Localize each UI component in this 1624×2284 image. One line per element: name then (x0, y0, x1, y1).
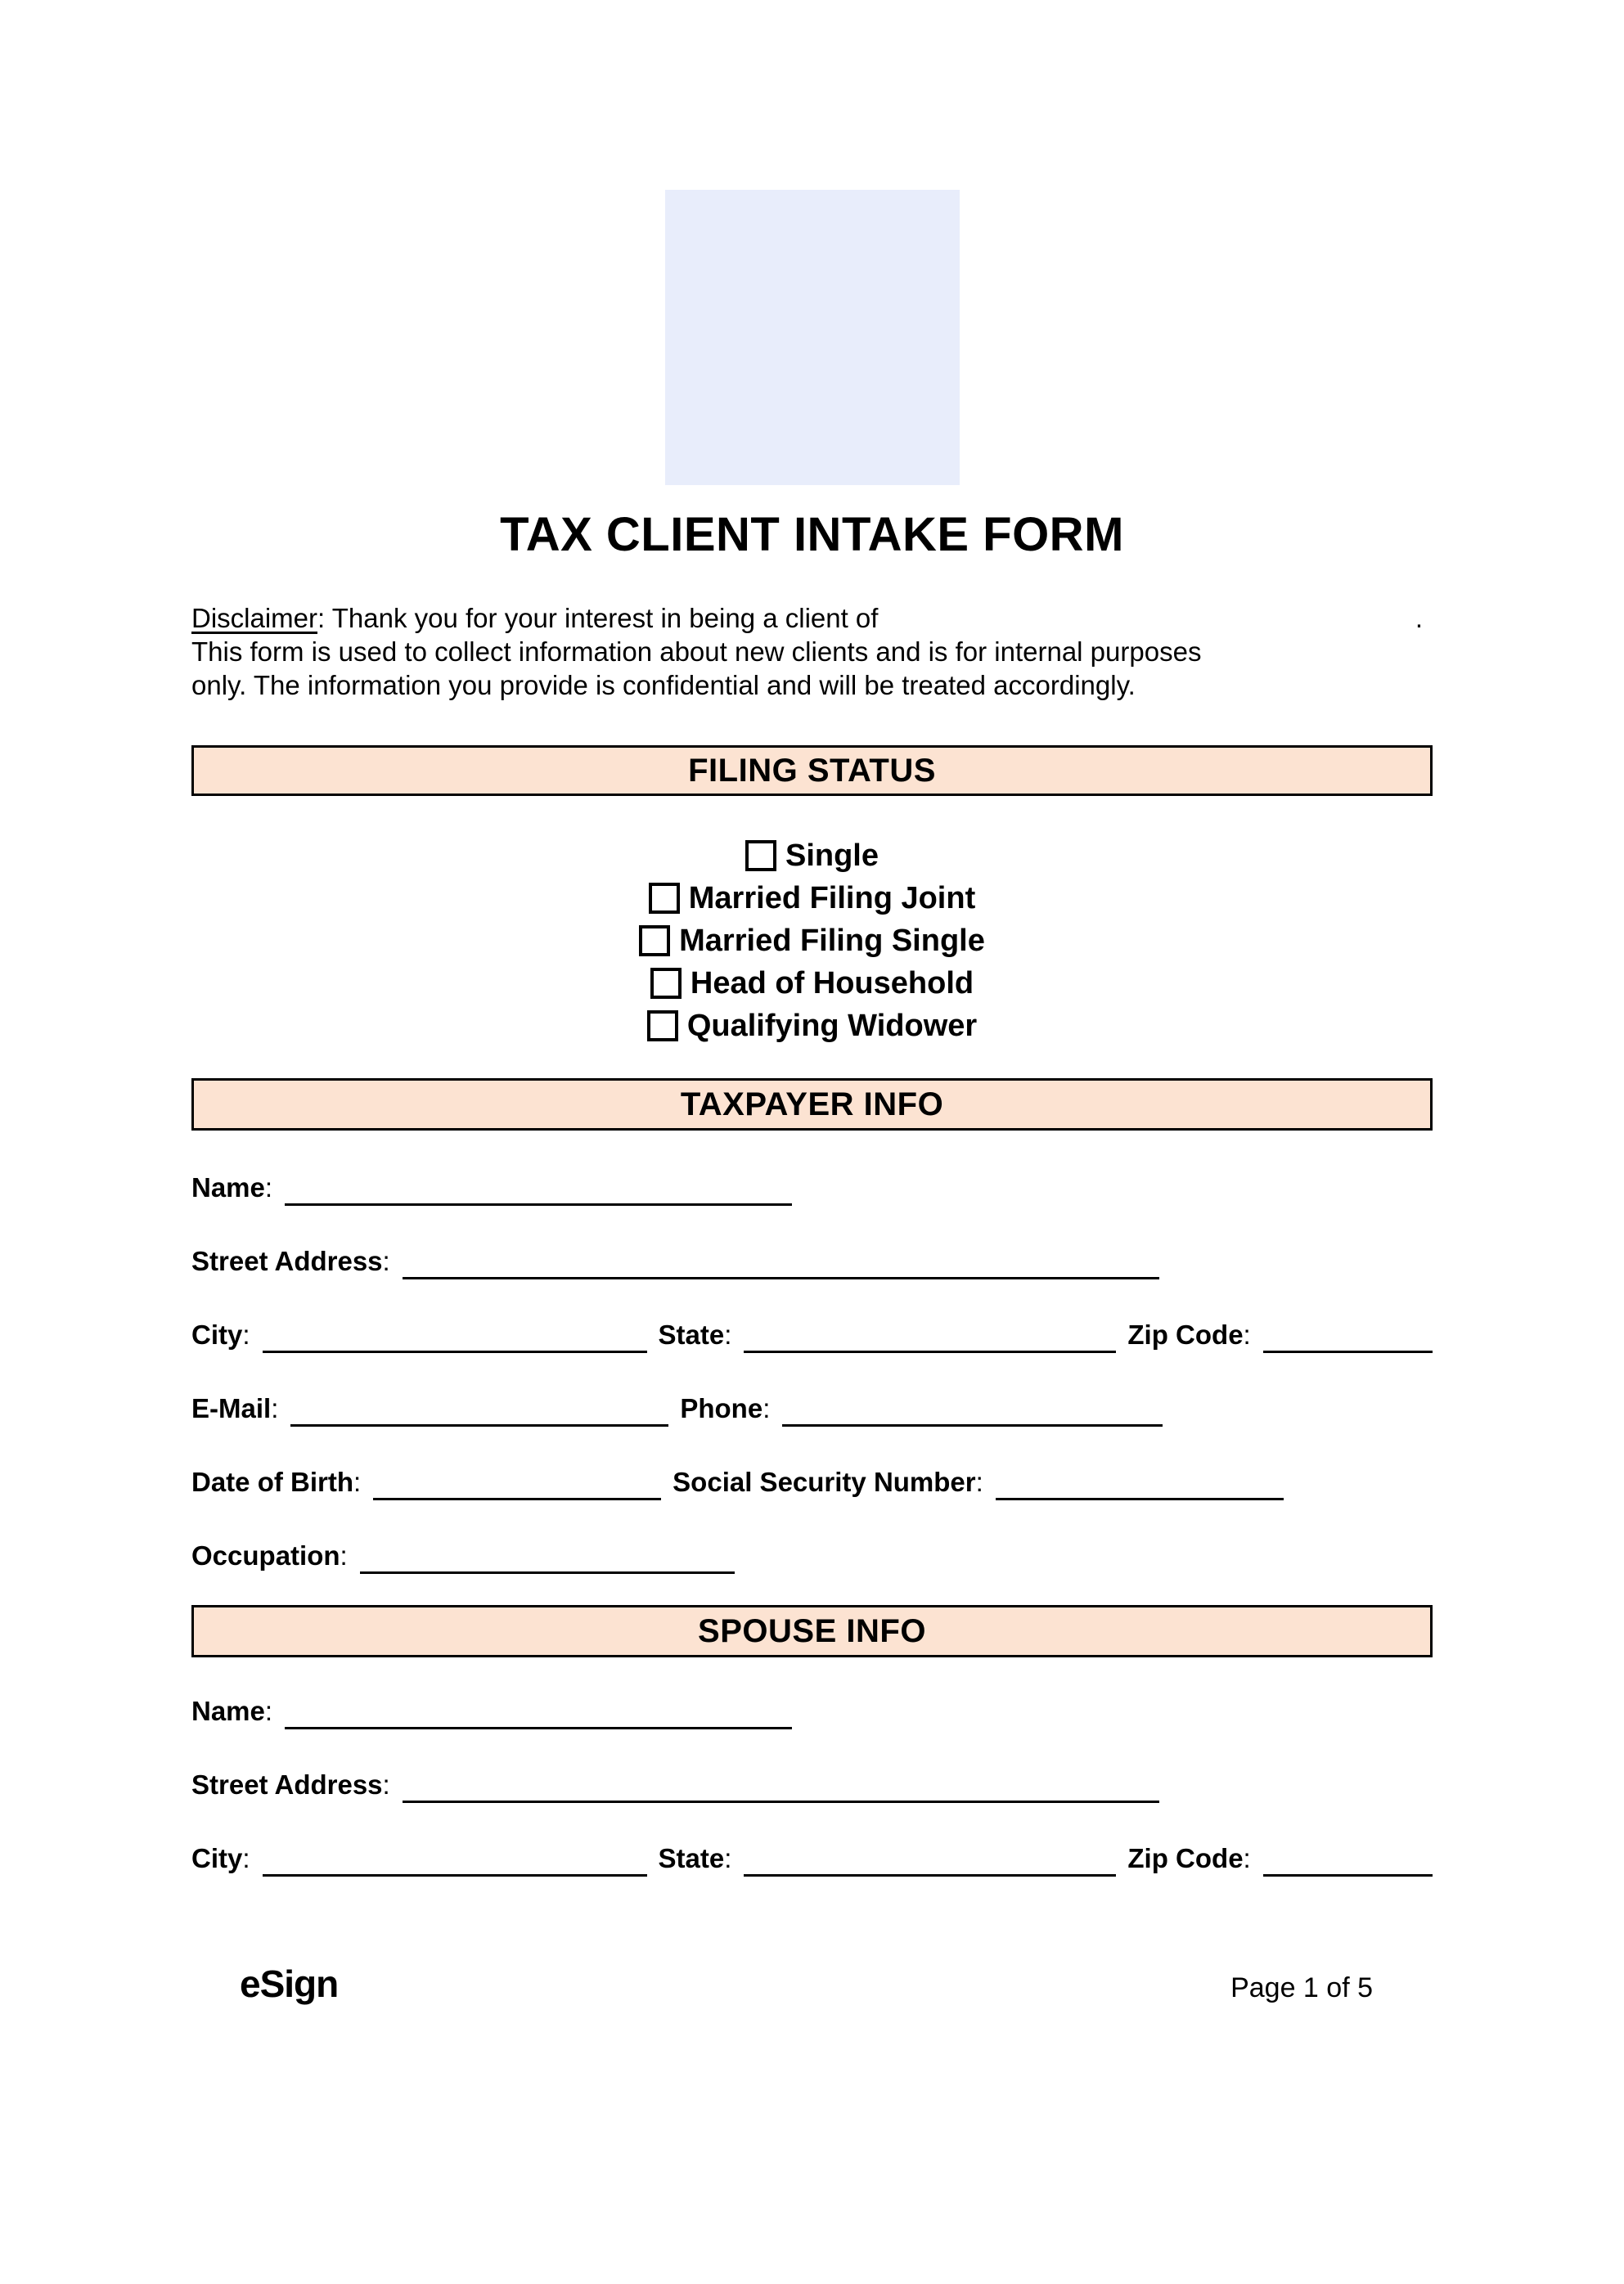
taxpayer-occupation-label: Occupation : (191, 1538, 348, 1574)
spouse-zip-input-line[interactable] (1263, 1844, 1433, 1877)
filing-status-option-married-filing-single (191, 924, 1433, 957)
filing-status-options (191, 839, 1433, 1042)
taxpayer-dob-ssn-row (191, 1461, 1433, 1500)
taxpayer-street-label: Street Address : (191, 1243, 390, 1279)
spouse-name-input-line[interactable] (285, 1697, 792, 1729)
spouse-street-label: Street Address : (191, 1767, 390, 1803)
filing-status-option-qualifying-widower (191, 1009, 1433, 1042)
filing-status-option-single (191, 839, 1433, 872)
taxpayer-street-input-line[interactable] (403, 1247, 1159, 1279)
taxpayer-zip-input-line[interactable] (1263, 1320, 1433, 1353)
spouse-street-row (191, 1764, 1433, 1803)
spouse-name-label: Name : (191, 1693, 272, 1729)
taxpayer-occupation-row (191, 1535, 1433, 1574)
document-body (191, 190, 1433, 2006)
logo-placeholder (665, 190, 960, 485)
spouse-street-input-line[interactable] (403, 1770, 1159, 1803)
taxpayer-fields (191, 1167, 1433, 1574)
disclaimer-label: Disclaimer (191, 603, 318, 633)
page-footer (191, 1962, 1433, 2006)
section-header-spouse-info: SPOUSE INFO (191, 1605, 1433, 1657)
disclaimer (191, 601, 1433, 702)
disclaimer-trailing-period: . (1415, 603, 1423, 633)
taxpayer-email-phone-row (191, 1387, 1433, 1427)
taxpayer-phone-label: Phone : (680, 1391, 770, 1427)
filing-status-option-head-of-household (191, 967, 1433, 1000)
taxpayer-zip-label: Zip Code : (1127, 1317, 1250, 1353)
taxpayer-dob-label: Date of Birth : (191, 1464, 361, 1500)
disclaimer-line-1-text (191, 601, 878, 635)
page-title: TAX CLIENT INTAKE FORM (500, 508, 1124, 561)
spouse-city-label: City : (191, 1841, 250, 1877)
section-header-filing-status: FILING STATUS (191, 745, 1433, 796)
taxpayer-email-input-line[interactable] (290, 1394, 668, 1427)
spouse-state-input-line[interactable] (744, 1844, 1116, 1877)
section-header-taxpayer-info: TAXPAYER INFO (191, 1078, 1433, 1131)
spouse-city-input-line[interactable] (263, 1844, 647, 1877)
taxpayer-email-label: E-Mail : (191, 1391, 278, 1427)
taxpayer-state-input-line[interactable] (744, 1320, 1116, 1353)
disclaimer-line-3: only. The information you provide is confidential and will be treated accordingly. (191, 670, 1136, 700)
taxpayer-phone-input-line[interactable] (782, 1394, 1163, 1427)
spouse-city-state-zip-row (191, 1837, 1433, 1877)
filing-status-checkbox-qualifying-widower[interactable] (647, 1010, 678, 1041)
taxpayer-city-label: City : (191, 1317, 250, 1353)
filing-status-label-married-filing-joint: Married Filing Joint (688, 881, 976, 915)
taxpayer-city-input-line[interactable] (263, 1320, 647, 1353)
taxpayer-city-state-zip-row (191, 1314, 1433, 1353)
filing-status-checkbox-married-filing-joint[interactable] (649, 883, 680, 914)
filing-status-checkbox-single[interactable] (745, 840, 776, 871)
taxpayer-name-input-line[interactable] (285, 1173, 792, 1206)
spouse-name-row (191, 1690, 1433, 1729)
esign-brand-logo: eSign (240, 1963, 339, 2005)
disclaimer-line-1 (191, 601, 1433, 635)
filing-status-checkbox-head-of-household[interactable] (650, 968, 682, 999)
filing-status-label-single: Single (785, 839, 879, 873)
filing-status-label-married-filing-single: Married Filing Single (679, 924, 985, 958)
taxpayer-dob-input-line[interactable] (373, 1468, 661, 1500)
taxpayer-name-row (191, 1167, 1433, 1206)
taxpayer-street-row (191, 1240, 1433, 1279)
filing-status-option-married-filing-joint (191, 882, 1433, 915)
taxpayer-state-label: State : (659, 1317, 732, 1353)
page-indicator: Page 1 of 5 (1230, 1972, 1373, 2003)
disclaimer-intro: : Thank you for your interest in being a client of (317, 603, 879, 633)
page (0, 190, 1624, 2284)
taxpayer-ssn-input-line[interactable] (996, 1468, 1284, 1500)
spouse-fields (191, 1690, 1433, 1877)
spouse-state-label: State : (659, 1841, 732, 1877)
taxpayer-ssn-label: Social Security Number : (673, 1464, 983, 1500)
spouse-zip-label: Zip Code : (1127, 1841, 1250, 1877)
filing-status-checkbox-married-filing-single[interactable] (639, 925, 670, 956)
taxpayer-name-label: Name : (191, 1170, 272, 1206)
filing-status-label-qualifying-widower: Qualifying Widower (686, 1009, 978, 1043)
disclaimer-line-2: This form is used to collect information about new clients and is for internal purposes (191, 636, 1202, 667)
filing-status-label-head-of-household: Head of Household (690, 966, 974, 1000)
taxpayer-occupation-input-line[interactable] (360, 1541, 735, 1574)
